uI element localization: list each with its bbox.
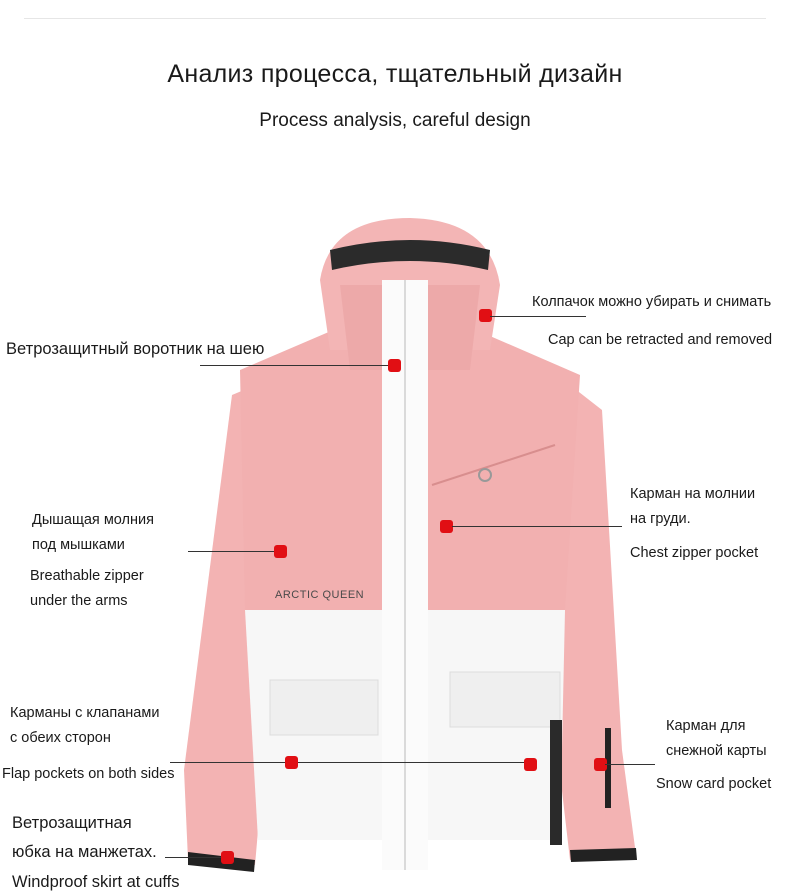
brand-logo-text: ARCTIC QUEEN [275,589,365,601]
flap-label-ru-1: Карманы с клапанами [10,705,160,721]
snowcard-label-ru-2: снежной карты [666,743,767,759]
chest-label-ru-1: Карман на молнии [630,486,756,502]
hood-label-en: Cap can be retracted and removed [548,332,773,348]
cuffs-label-ru-1: Ветрозащитная [12,814,132,832]
collar-marker [388,359,401,372]
hood-leader-line [490,316,586,317]
collar-label-ru: Ветрозащитный воротник на шею [6,340,265,358]
underarm-label-en-1: Breathable zipper [30,568,144,584]
flap-label-en: Flap pockets on both sides [2,766,175,782]
cuffs-marker [221,851,234,864]
top-divider [24,18,766,19]
underarm-label-en-2: under the arms [30,593,128,609]
cuffs-label-ru-2: юбка на манжетах. [12,843,157,861]
underarm-leader-line [188,551,276,552]
snowcard-label-ru-1: Карман для [666,718,746,734]
snowcard-leader-line [605,764,655,765]
cuffs-leader-line [165,857,223,858]
underarm-marker [274,545,287,558]
chest-label-en: Chest zipper pocket [630,545,759,561]
page-title: Анализ процесса, тщательный дизайн [167,60,623,88]
flap-label-ru-2: с обеих сторон [10,730,111,746]
page-subtitle: Process analysis, careful design [259,110,531,131]
collar-leader-line [200,365,394,366]
underarm-label-ru-2: под мышками [32,537,125,553]
underarm-label-ru-1: Дышащая молния [32,512,154,528]
flap-marker-right [524,758,537,771]
snowcard-label-en: Snow card pocket [656,776,772,792]
chest-label-ru-2: на груди. [630,511,691,527]
hood-label-ru: Колпачок можно убирать и снимать [532,294,772,310]
flap-marker-left [285,756,298,769]
flap-leader-line [170,762,530,763]
chest-leader-line [452,526,622,527]
cuffs-label-en: Windproof skirt at cuffs [12,873,180,891]
